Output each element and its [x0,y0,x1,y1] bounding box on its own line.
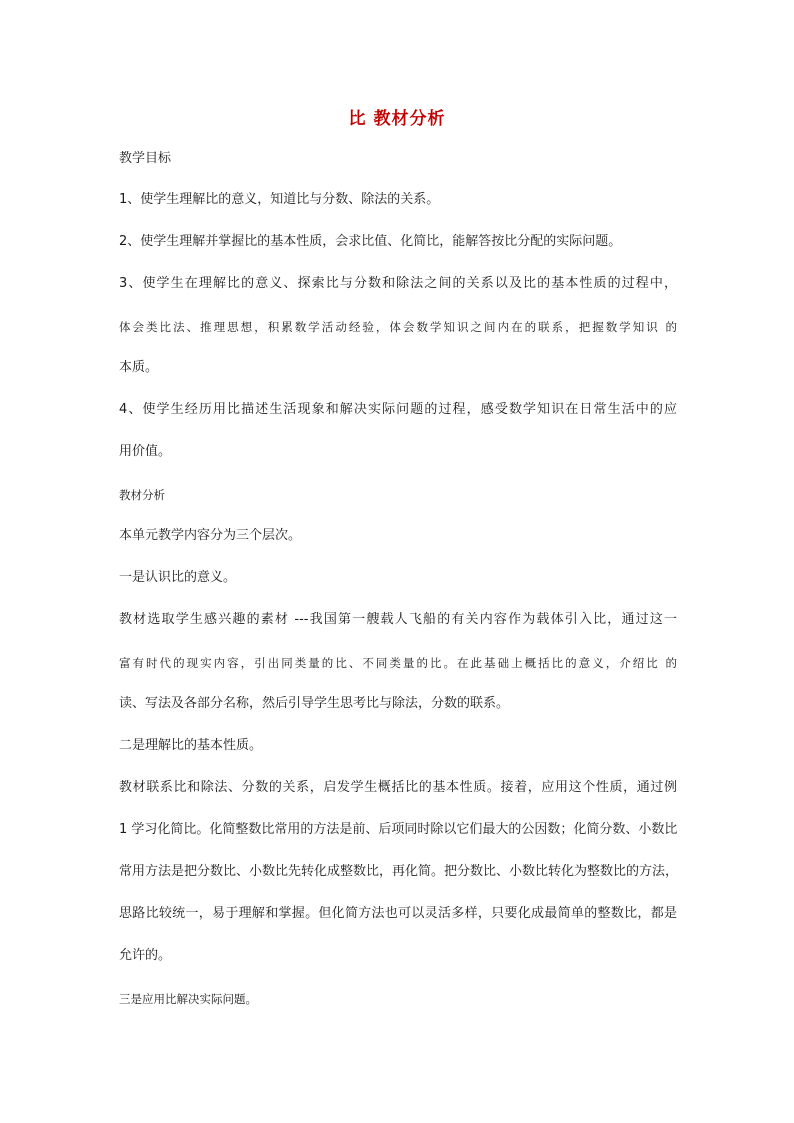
heading-material-analysis: 教材分析 [119,488,165,502]
level-2-paragraph-line-5: 允许的。 [119,948,172,963]
paragraph-unit-levels: 本单元教学内容分为三个层次。 [119,528,302,543]
level-1-paragraph-line-3: 读、写法及各部分名称，然后引导学生思考比与除法，分数的联系。 [119,696,510,711]
level-1-paragraph-line-1: 教材选取学生感兴趣的素材 ---我国第一艘载人飞船的有关内容作为载体引入比，通过这一 [119,612,677,627]
goal-item-4-line-1: 4、使学生经历用比描述生活现象和解决实际问题的过程，感受数学知识在日常生活中的应 [119,402,677,417]
level-3-heading: 三是应用比解决实际问题。 [119,992,257,1006]
goal-item-2: 2、使学生理解并掌握比的基本性质，会求比值、化简比，能解答按比分配的实际问题。 [119,234,622,249]
heading-teaching-goals: 教学目标 [119,151,172,166]
goal-item-3-line-2: 体会类比法、推理思想，积累数学活动经验，体会数学知识之间内在的联系，把握数学知识 的 [119,320,677,334]
goal-item-4-line-2: 用价值。 [119,444,172,459]
level-2-paragraph-line-1: 教材联系比和除法、分数的关系，启发学生概括比的基本性质。接着，应用这个性质，通过例 [119,780,677,795]
document-title: 比 教材分析 [348,109,446,129]
level-2-paragraph-line-3: 常用方法是把分数比、小数比先转化成整数比，再化简。把分数比、小数比转化为整数比的方法， [119,864,679,879]
level-2-heading: 二是理解比的基本性质。 [119,738,263,753]
level-2-paragraph-line-2: 1 学习化简比。化简整数比常用的方法是前、后项同时除以它们最大的公因数；化简分数、小数比 [119,822,678,837]
goal-item-3-line-3: 本质。 [119,360,159,375]
level-1-paragraph-line-2: 富有时代的现实内容，引出同类量的比、不同类量的比。在此基础上概括比的意义，介绍比 的 [119,656,677,670]
level-2-paragraph-line-4: 思路比较统一，易于理解和掌握。但化简方法也可以灵活多样，只要化成最简单的整数比，都是 [119,906,677,921]
goal-item-1: 1、使学生理解比的意义，知道比与分数、除法的关系。 [119,192,440,207]
level-1-heading: 一是认识比的意义。 [119,570,237,585]
goal-item-3-line-1: 3、使学生在理解比的意义、探索比与分数和除法之间的关系以及比的基本性质的过程中， [119,276,677,291]
